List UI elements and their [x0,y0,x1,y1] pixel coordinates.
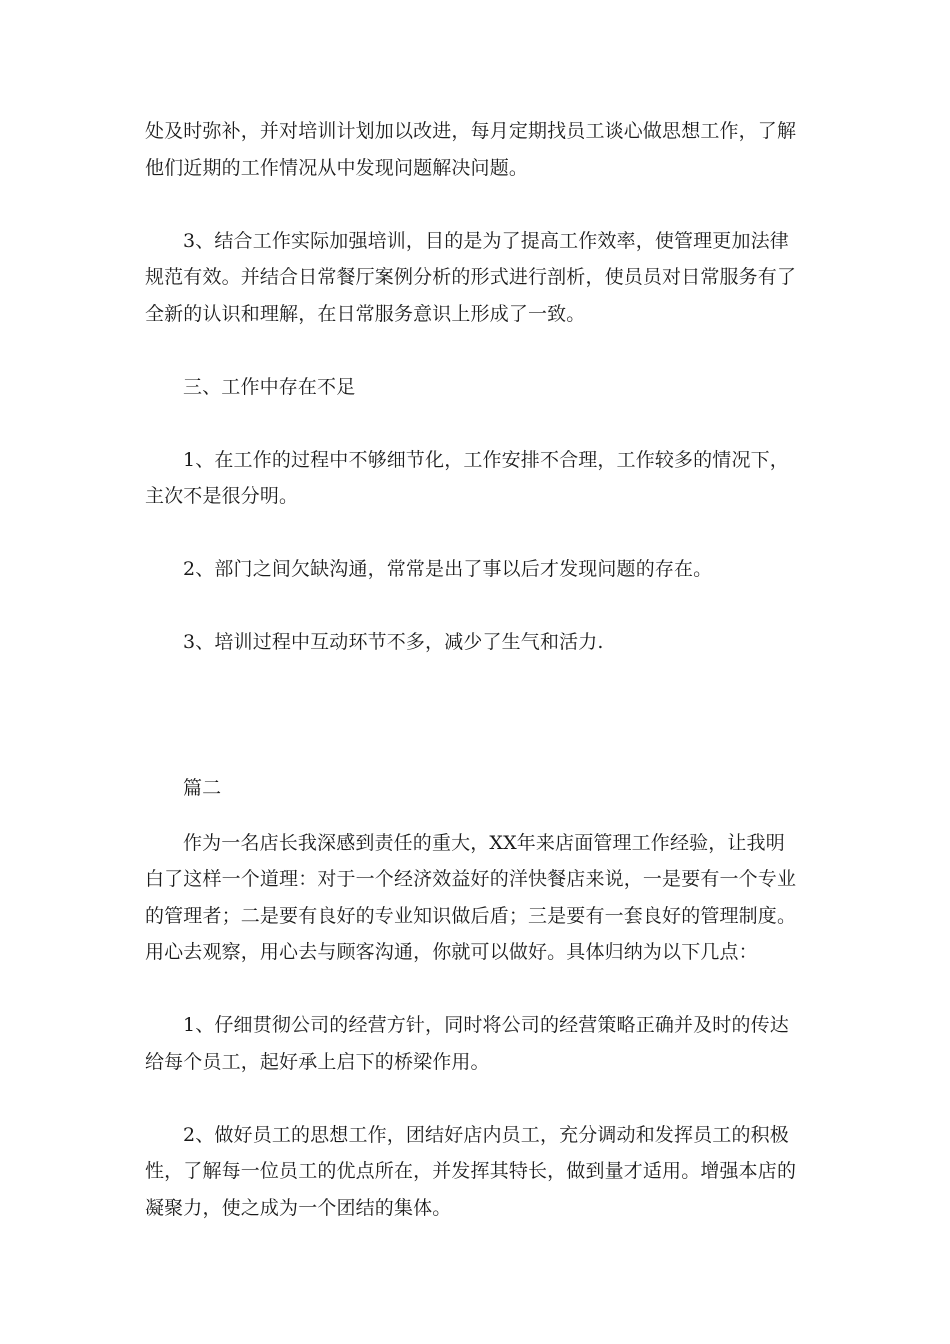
paragraph-training-improvement [145,113,807,186]
text-line: 性，了解每一位员工的优点所在，并发挥其特长，做到量才适用。增强本店的 [145,1160,797,1182]
paragraph-point-1 [145,1007,807,1080]
text-line: 1、仔细贯彻公司的经营方针，同时将公司的经营策略正确并及时的传达 [183,1014,789,1036]
text-line: 给每个员工，起好承上启下的桥梁作用。 [145,1050,490,1073]
text-line: 1、在工作的过程中不够细节化，工作安排不合理，工作较多的情况下， [183,448,789,471]
paragraph-intro [145,825,807,971]
text-line: 2、做好员工的思想工作，团结好店内员工，充分调动和发挥员工的积极 [183,1123,789,1146]
text-line: 3、结合工作实际加强培训，目的是为了提高工作效率，使管理更加法律 [183,229,789,252]
document-page [145,113,807,1226]
text-line: 主次不是很分明。 [145,485,299,507]
text-line: 全新的认识和理解，在日常服务意识上形成了一致。 [145,302,586,325]
paragraph-point-3-training [145,223,807,333]
paragraph-point-2 [145,1117,807,1227]
paragraph-issue-2: 2、部门之间欠缺沟通，常常是出了事以后才发现问题的存在。 [183,558,713,580]
text-line: 他们近期的工作情况从中发现问题解决问题。 [145,156,529,179]
paragraph-issue-3: 3、培训过程中互动环节不多，减少了生气和活力. [183,631,604,653]
text-line: 白了这样一个道理：对于一个经济效益好的洋快餐店来说，一是要有一个专业 [145,868,797,890]
text-line: 用心去观察，用心去与顾客沟通，你就可以做好。具体归纳为以下几点： [145,941,758,963]
text-line: 规范有效。并结合日常餐厅案例分析的形式进行剖析，使员员对日常服务有了 [145,266,797,288]
text-line: 作为一名店长我深感到责任的重大，XX年来店面管理工作经验，让我明 [183,831,785,854]
text-line: 凝聚力，使之成为一个团结的集体。 [145,1196,452,1219]
text-line: 处及时弥补，并对培训计划加以改进，每月定期找员工谈心做思想工作，了解 [145,120,797,142]
section-title-part-two: 篇二 [183,777,222,799]
paragraph-issue-1 [145,442,807,515]
text-line: 的管理者；二是要有良好的专业知识做后盾；三是要有一套良好的管理制度。 [145,904,797,927]
heading-shortcomings: 三、工作中存在不足 [183,375,356,398]
